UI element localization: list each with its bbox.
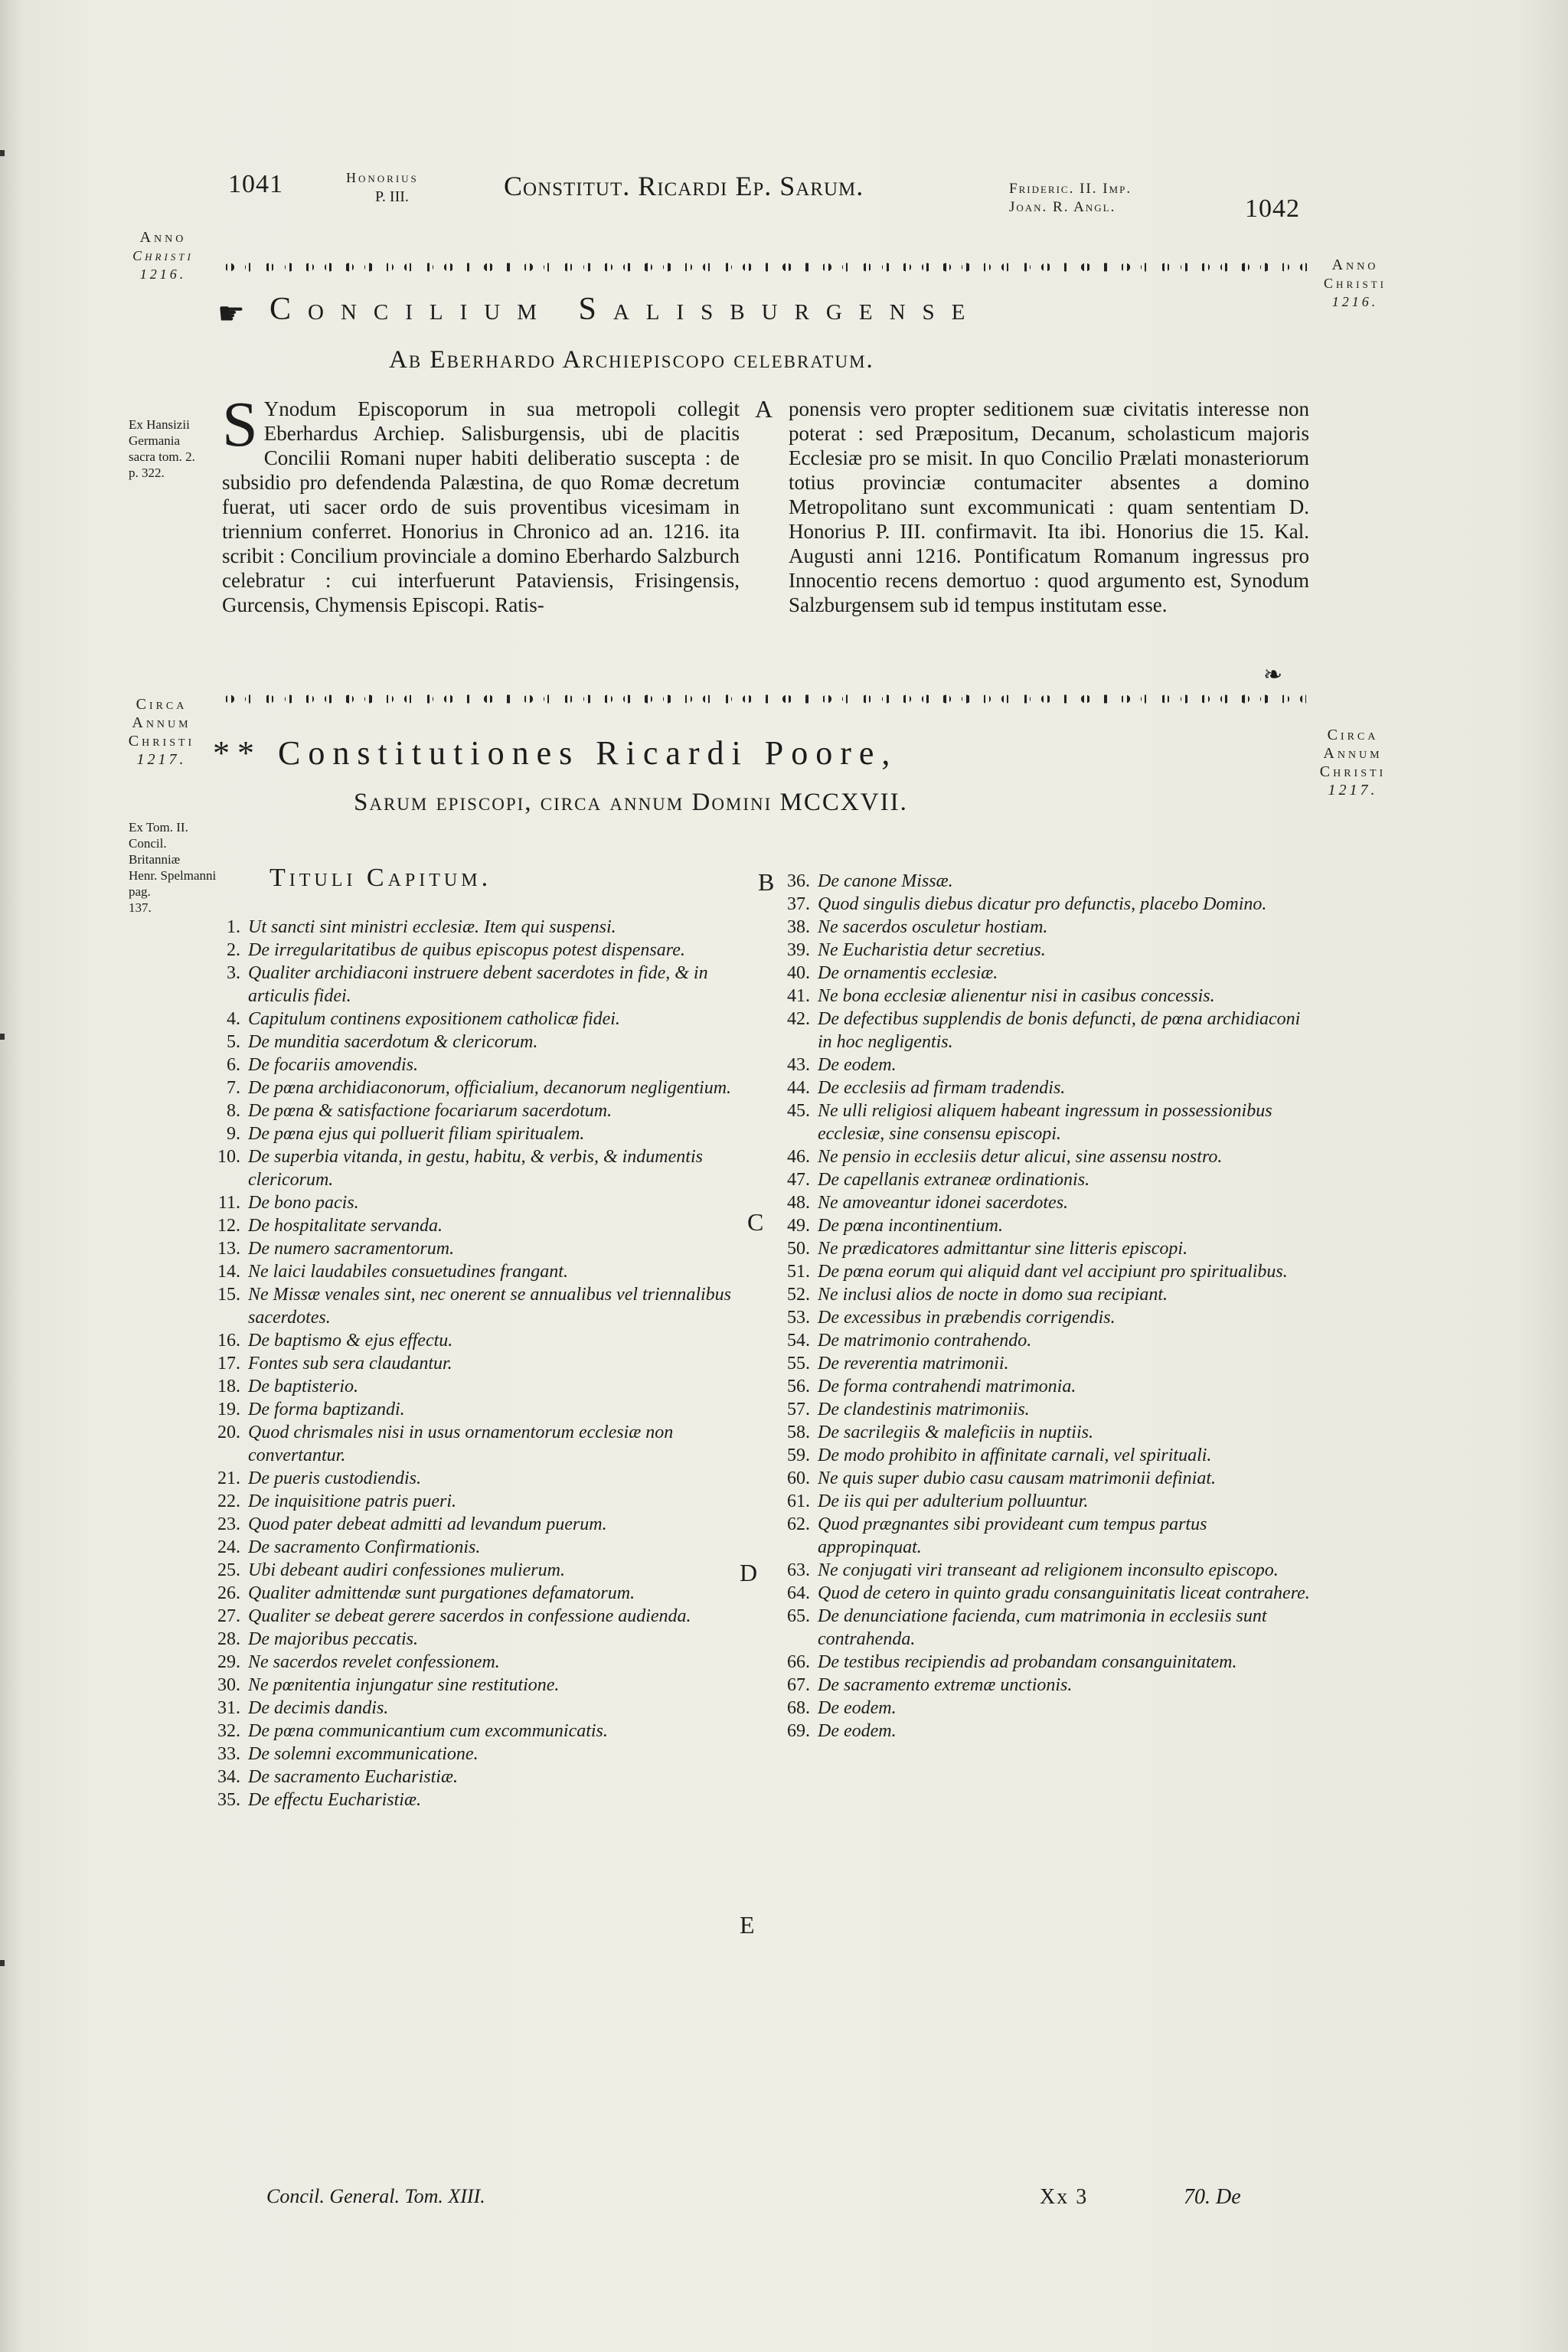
toc-entry-title: Fontes sub sera claudantur. (248, 1354, 452, 1374)
toc-entry-title: Ne sacerdos osculetur hostiam. (818, 917, 1048, 937)
toc-entry (198, 1237, 749, 1260)
page-number-right: 1042 (1245, 194, 1300, 223)
toc-entry-title: De testibus recipiendis ad probandam consanguinitatem. (818, 1652, 1237, 1672)
toc-entry-title: De sacrilegiis & maleficiis in nuptiis. (818, 1423, 1093, 1442)
toc-entry-number: 40. (787, 963, 810, 983)
toc-entry-number: 6. (227, 1055, 240, 1075)
toc-entry-number: 49. (787, 1216, 810, 1236)
toc-entry-title: Ne sacerdos revelet confessionem. (248, 1652, 500, 1672)
toc-entry-number: 5. (227, 1032, 240, 1052)
source-note-spelman (129, 819, 220, 916)
toc-heading: Tituli Capitum. (270, 864, 492, 892)
source-note-line: sacra tom. 2. (129, 449, 195, 464)
year-label: Christi (132, 248, 194, 263)
toc-entry-title: De pœna archidiaconorum, officialium, decanorum negligentium. (248, 1078, 732, 1098)
toc-entry-number: 24. (217, 1537, 240, 1557)
toc-entry-number: 35. (217, 1790, 240, 1810)
source-note-line: Ex Hansizii (129, 417, 190, 432)
footer-catchword: 70. De (1184, 2185, 1241, 2209)
hand-pointer-icon: ☛ (217, 296, 245, 331)
toc-entry-number: 48. (787, 1193, 810, 1213)
toc-entry (767, 1283, 1311, 1306)
toc-entry-number: 42. (787, 1009, 810, 1029)
toc-entry (767, 1582, 1311, 1605)
toc-entry-title: De effectu Eucharistiæ. (248, 1790, 421, 1810)
toc-entry-title: De ornamentis ecclesiæ. (818, 963, 998, 983)
toc-entry-title: Quod pater debeat admitti ad levandum puerum. (248, 1514, 607, 1534)
toc-entry (198, 1122, 749, 1145)
toc-entry-number: 27. (217, 1606, 240, 1626)
toc-entry (198, 1467, 749, 1490)
toc-entry-title: De eodem. (818, 1055, 897, 1075)
toc-entry-title: De bono pacis. (248, 1193, 359, 1213)
council-title: Concilium Salisburgense (270, 292, 982, 327)
ornamental-rule (220, 689, 1306, 709)
toc-entry-number: 36. (787, 871, 810, 891)
binding-mark (0, 1960, 5, 1966)
toc-entry-title: Ne pœnitentia injungatur sine restitutione. (248, 1675, 560, 1695)
council-text-left (222, 389, 740, 617)
toc-entry-number: 17. (217, 1354, 240, 1374)
toc-entry-number: 1. (227, 917, 240, 937)
toc-entry (767, 1444, 1311, 1467)
toc-entry-number: 9. (227, 1124, 240, 1144)
toc-entry (767, 1191, 1311, 1214)
year-value: 1217. (136, 751, 187, 768)
toc-entry (198, 1076, 749, 1099)
flourish-icon: ❧ (1263, 662, 1283, 688)
toc-entry (767, 1214, 1311, 1237)
toc-entry-number: 15. (217, 1285, 240, 1305)
toc-entry (767, 1099, 1311, 1145)
toc-entry-number: 12. (217, 1216, 240, 1236)
toc-entry-title: Ne conjugati viri transeant ad religionem inconsulto episcopo. (818, 1560, 1279, 1580)
toc-entry-number: 18. (217, 1377, 240, 1396)
year-value: 1216. (1331, 294, 1379, 309)
toc-entry (198, 1697, 749, 1720)
toc-entry (767, 1605, 1311, 1651)
toc-entry-title: Ne amoveantur idonei sacerdotes. (818, 1193, 1069, 1213)
toc-entry-title: De superbia vitanda, in gestu, habitu, & verbis, & indumentis clericorum. (248, 1147, 703, 1190)
toc-entry-title: De ecclesiis ad firmam tradendis. (818, 1078, 1066, 1098)
source-note-line: p. 322. (129, 466, 165, 480)
toc-entry-title: Quod prægnantes sibi provideant cum tempus partus appropinquat. (818, 1514, 1207, 1557)
footer-volume: Concil. General. Tom. XIII. (266, 2185, 485, 2207)
binding-mark (0, 1034, 5, 1040)
toc-entry-title: De modo prohibito in affinitate carnali, vel spirituali. (818, 1446, 1212, 1465)
source-note-line: Britanniæ (129, 852, 181, 867)
toc-entry-number: 59. (787, 1446, 810, 1465)
toc-entry-number: 19. (217, 1400, 240, 1419)
toc-entry (198, 1788, 749, 1811)
toc-entry (198, 939, 749, 962)
toc-entry-number: 26. (217, 1583, 240, 1603)
toc-entry-title: De hospitalitate servanda. (248, 1216, 443, 1236)
toc-entry (198, 1628, 749, 1651)
toc-entry-number: 3. (227, 963, 240, 983)
toc-entry-number: 43. (787, 1055, 810, 1075)
toc-entry-title: De denunciatione facienda, cum matrimonia in ecclesiis sunt contrahenda. (818, 1606, 1267, 1649)
toc-entry-number: 14. (217, 1262, 240, 1282)
toc-entry (198, 1674, 749, 1697)
toc-entry-title: De pœna communicantium cum excommunicatis. (248, 1721, 608, 1741)
toc-entry (198, 962, 749, 1008)
toc-entry-title: Qualiter admittendæ sunt purgationes defamatorum. (248, 1583, 635, 1603)
toc-entry-title: Quod singulis diebus dicatur pro defunctis, placebo Domino. (818, 894, 1267, 914)
toc-entry-number: 20. (217, 1423, 240, 1442)
source-note-line: Ex Tom. II. (129, 820, 188, 835)
toc-entry (767, 1651, 1311, 1674)
toc-entry-number: 57. (787, 1400, 810, 1419)
toc-entry (198, 1191, 749, 1214)
toc-entry (767, 870, 1311, 893)
toc-entry (767, 1306, 1311, 1329)
toc-entry (767, 1054, 1311, 1076)
source-note-line: 137. (129, 900, 152, 915)
toc-entry (767, 985, 1311, 1008)
toc-entry (767, 1145, 1311, 1168)
year-margin-left-mid (119, 695, 204, 769)
toc-entry-title: De pueris custodiendis. (248, 1468, 421, 1488)
toc-entry-title: De focariis amovendis. (248, 1055, 418, 1075)
toc-entry (198, 1008, 749, 1031)
year-label: Christi (128, 733, 195, 750)
toc-entry (767, 1513, 1311, 1559)
toc-entry (767, 1674, 1311, 1697)
toc-entry-number: 10. (217, 1147, 240, 1167)
toc-entry-number: 45. (787, 1101, 810, 1121)
toc-entry-title: De matrimonio contrahendo. (818, 1331, 1032, 1351)
toc-entry-title: De irregularitatibus de quibus episcopus potest dispensare. (248, 940, 685, 960)
toc-entry-number: 32. (217, 1721, 240, 1741)
toc-entry-number: 16. (217, 1331, 240, 1351)
toc-entry-title: Quod chrismales nisi in usus ornamentorum ecclesiæ non convertantur. (248, 1423, 674, 1465)
toc-entry-number: 39. (787, 940, 810, 960)
toc-entry-title: De pœna & satisfactione focariarum sacerdotum. (248, 1101, 612, 1121)
toc-entry (767, 1237, 1311, 1260)
toc-entry (767, 1168, 1311, 1191)
toc-entry-number: 34. (217, 1767, 240, 1787)
toc-entry (767, 1467, 1311, 1490)
toc-entry-title: De majoribus peccatis. (248, 1629, 418, 1649)
year-value: 1216. (139, 266, 187, 282)
toc-entry-number: 60. (787, 1468, 810, 1488)
toc-entry-number: 65. (787, 1606, 810, 1626)
year-value: 1217. (1328, 782, 1378, 799)
toc-entry-number: 63. (787, 1560, 810, 1580)
toc-entry-title: De forma baptizandi. (248, 1400, 405, 1419)
toc-entry-number: 64. (787, 1583, 810, 1603)
margin-marker-a: A (755, 395, 773, 423)
toc-entry (767, 916, 1311, 939)
toc-entry-number: 67. (787, 1675, 810, 1695)
toc-entry-number: 31. (217, 1698, 240, 1718)
toc-entry-title: De capellanis extraneæ ordinationis. (818, 1170, 1090, 1190)
toc-entry-title: De reverentia matrimonii. (818, 1354, 1009, 1374)
toc-entry-title: De pœna incontinentium. (818, 1216, 1003, 1236)
constitutions-subtitle: Sarum episcopi, circa annum Domini MCCXVII. (354, 789, 908, 816)
toc-entry-title: Ne quis super dubio casu causam matrimonii definiat. (818, 1468, 1216, 1488)
toc-entry (198, 1329, 749, 1352)
toc-entry-title: Ubi debeant audiri confessiones mulierum. (248, 1560, 565, 1580)
toc-entry (767, 962, 1311, 985)
toc-entry (198, 1031, 749, 1054)
toc-entry-number: 66. (787, 1652, 810, 1672)
toc-entry-number: 22. (217, 1491, 240, 1511)
toc-entry-number: 62. (787, 1514, 810, 1534)
toc-entry-number: 41. (787, 986, 810, 1006)
toc-entry-number: 56. (787, 1377, 810, 1396)
toc-entry (198, 1145, 749, 1191)
toc-entry (198, 1536, 749, 1559)
toc-entry-number: 4. (227, 1009, 240, 1029)
toc-entry-number: 7. (227, 1078, 240, 1098)
toc-entry (198, 1375, 749, 1398)
toc-entry-number: 29. (217, 1652, 240, 1672)
toc-entry (198, 1214, 749, 1237)
toc-entry-number: 25. (217, 1560, 240, 1580)
margin-marker-d: D (740, 1559, 758, 1586)
council-paragraph-right: ponensis vero propter seditionem suæ civitatis interesse non poterat : sed Præpositum, Decanum, scholasticum majoris Ecclesiæ pro se misit. In quo Concilio Prælati monasteriorum totius provinciæ contumaciter absentes a domino Metropolitano sunt excommunicati : quam sententiam D. Honorius P. III. confirmavit. Ita ibi. Honorius die 15. Kal. Augusti anni 1216. Pontificatum Romanum ingressus pro Innocentio recens demortuo : quod argumento est, Synodum Salzburgensem sub id tempus institutam esse. (789, 397, 1309, 616)
toc-entry-number: 38. (787, 917, 810, 937)
toc-entry-title: De numero sacramentorum. (248, 1239, 455, 1259)
toc-entry-title: Ne laici laudabiles consuetudines frangant. (248, 1262, 568, 1282)
year-label: Circa (1327, 727, 1379, 743)
toc-entry-title: Qualiter se debeat gerere sacerdos in confessione audienda. (248, 1606, 691, 1626)
toc-entry-title: Ut sancti sint ministri ecclesiæ. Item qui suspensi. (248, 917, 616, 937)
toc-entry-number: 21. (217, 1468, 240, 1488)
toc-entry-title: De eodem. (818, 1721, 897, 1741)
footer-signature: Xx 3 (1040, 2185, 1089, 2209)
toc-entry (198, 1421, 749, 1467)
toc-entry-title: Ne prædicatores admittantur sine litteris episcopi. (818, 1239, 1188, 1259)
running-title: Constitut. Ricardi Ep. Sarum. (504, 171, 864, 201)
toc-entry-title: De canone Missæ. (818, 871, 953, 891)
source-note-line: Germania (129, 433, 181, 448)
ruler-king: Joan. R. Angl. (1009, 199, 1116, 215)
toc-entry-title: De decimis dandis. (248, 1698, 389, 1718)
toc-entry-title: Quod de cetero in quinto gradu consanguinitatis liceat contrahere. (818, 1583, 1310, 1603)
toc-entry-number: 2. (227, 940, 240, 960)
ornamental-rule (220, 257, 1309, 277)
council-text-right (789, 397, 1309, 617)
toc-entry (767, 893, 1311, 916)
year-label: Annum (1323, 745, 1383, 762)
toc-entry (767, 1720, 1311, 1743)
constitutions-title: ** Constitutiones Ricardi Poore, (213, 734, 898, 772)
toc-entry (198, 1605, 749, 1628)
toc-entry-title: Capitulum continens expositionem catholicæ fidei. (248, 1009, 620, 1029)
year-label: Circa (136, 696, 188, 713)
year-label: Christi (1319, 763, 1387, 780)
toc-entry-title: De defectibus supplendis de bonis defuncti, de pœna archidiaconi in hoc negligentis. (818, 1009, 1301, 1052)
toc-entry-title: De solemni excommunicatione. (248, 1744, 479, 1764)
toc-list-left (198, 916, 749, 1811)
toc-entry-title: De eodem. (818, 1698, 897, 1718)
toc-entry-title: Ne inclusi alios de nocte in domo sua recipiant. (818, 1285, 1168, 1305)
toc-entry-number: 37. (787, 894, 810, 914)
toc-entry-title: De pœna eorum qui aliquid dant vel accipiunt pro spiritualibus. (818, 1262, 1288, 1282)
toc-entry-number: 51. (787, 1262, 810, 1282)
toc-entry-number: 52. (787, 1285, 810, 1305)
toc-entry-number: 28. (217, 1629, 240, 1649)
toc-entry (767, 1260, 1311, 1283)
year-label: Christi (1324, 276, 1387, 291)
toc-entry (198, 916, 749, 939)
margin-marker-b: B (758, 868, 775, 896)
year-label: Annum (132, 714, 191, 731)
toc-entry-title: Qualiter archidiaconi instruere debent sacerdotes in fide, & in articulis fidei. (248, 963, 708, 1006)
toc-entry-title: Ne Missæ venales sint, nec onerent se annualibus vel triennalibus sacerdotes. (248, 1285, 732, 1328)
toc-entry-number: 54. (787, 1331, 810, 1351)
toc-entry (198, 1766, 749, 1788)
toc-entry-number: 68. (787, 1698, 810, 1718)
toc-entry-title: De munditia sacerdotum & clericorum. (248, 1032, 538, 1052)
toc-entry (198, 1099, 749, 1122)
toc-entry (767, 1329, 1311, 1352)
toc-entry (767, 1008, 1311, 1054)
toc-entry-number: 8. (227, 1101, 240, 1121)
toc-entry-number: 69. (787, 1721, 810, 1741)
toc-entry-number: 46. (787, 1147, 810, 1167)
toc-entry (198, 1720, 749, 1743)
toc-entry (198, 1490, 749, 1513)
toc-entry (198, 1651, 749, 1674)
toc-entry-number: 11. (217, 1193, 240, 1213)
toc-entry (198, 1513, 749, 1536)
toc-entry (767, 1352, 1311, 1375)
toc-entry (198, 1054, 749, 1076)
margin-marker-e: E (740, 1911, 755, 1939)
council-paragraph-left: Ynodum Episcoporum in sua metropoli collegit Eberhardus Archiep. Salisburgensis, ubi de placitis Concilii Romani nuper habiti deliberatio suscepta : de subsidio pro defendenda Palæstina, de quo Romæ decretum fuerat, uti sacer ordo de suis proventibus vicesimam in triennium conferret. Honorius in Chronico ad an. 1216. ita scribit : Concilium provinciale a domino Eberhardo Salzburch celebratur : cui interfuerunt Pataviensis, Frisingensis, Gurcensis, Chymensis Episcopi. Ratis- (222, 397, 740, 616)
toc-entry (198, 1260, 749, 1283)
council-subtitle: Ab Eberhardo Archiepiscopo celebratum. (389, 346, 874, 374)
pope-name: Honorius (346, 170, 419, 185)
year-label: Anno (1331, 256, 1379, 273)
toc-list-right (767, 870, 1311, 1743)
toc-entry-title: De sacramento extremæ unctionis. (818, 1675, 1073, 1695)
year-label: Anno (139, 229, 187, 246)
toc-entry-title: De iis qui per adulterium polluuntur. (818, 1491, 1089, 1511)
toc-entry (767, 1076, 1311, 1099)
toc-entry-number: 47. (787, 1170, 810, 1190)
page-number-left: 1041 (228, 170, 283, 198)
toc-entry (767, 1375, 1311, 1398)
toc-entry (767, 1398, 1311, 1421)
toc-entry-title: De inquisitione patris pueri. (248, 1491, 456, 1511)
toc-entry (198, 1559, 749, 1582)
year-margin-right-top (1317, 256, 1393, 311)
drop-cap: S (222, 389, 258, 460)
toc-entry-title: De baptisterio. (248, 1377, 358, 1396)
toc-entry-title: De pœna ejus qui polluerit filiam spiritualem. (248, 1124, 585, 1144)
margin-marker-c: C (747, 1208, 764, 1236)
toc-entry-title: De sacramento Eucharistiæ. (248, 1767, 458, 1787)
binding-mark (0, 150, 5, 156)
toc-entry (198, 1283, 749, 1329)
toc-entry (198, 1398, 749, 1421)
toc-entry-number: 55. (787, 1354, 810, 1374)
toc-entry (767, 1421, 1311, 1444)
toc-entry-title: Ne pensio in ecclesiis detur alicui, sine assensu nostro. (818, 1147, 1223, 1167)
toc-entry-number: 58. (787, 1423, 810, 1442)
toc-entry-title: De forma contrahendi matrimonia. (818, 1377, 1076, 1396)
toc-entry-title: Ne ulli religiosi aliquem habeant ingressum in possessionibus ecclesiæ, sine consensu episcopi. (818, 1101, 1272, 1144)
toc-entry (767, 939, 1311, 962)
toc-entry (198, 1352, 749, 1375)
toc-entry-title: De excessibus in præbendis corrigendis. (818, 1308, 1116, 1328)
toc-entry (767, 1490, 1311, 1513)
ruler-emperor: Frideric. II. Imp. (1009, 181, 1132, 197)
year-margin-right-mid (1311, 726, 1395, 799)
source-note-line: Henr. Spelmanni pag. (129, 868, 217, 899)
toc-entry-number: 13. (217, 1239, 240, 1259)
source-note-line: Concil. (129, 836, 167, 851)
toc-entry-number: 23. (217, 1514, 240, 1534)
toc-entry-number: 53. (787, 1308, 810, 1328)
year-margin-left-top (129, 228, 198, 283)
toc-entry-title: Ne Eucharistia detur secretius. (818, 940, 1046, 960)
toc-entry-number: 30. (217, 1675, 240, 1695)
pope-number: P. III. (375, 188, 409, 205)
toc-entry-title: De clandestinis matrimoniis. (818, 1400, 1030, 1419)
toc-entry (198, 1743, 749, 1766)
toc-entry-title: Ne bona ecclesiæ alienentur nisi in casibus concessis. (818, 986, 1215, 1006)
toc-entry (767, 1559, 1311, 1582)
source-note-hansiz (129, 416, 217, 481)
toc-entry-number: 44. (787, 1078, 810, 1098)
toc-entry-title: De sacramento Confirmationis. (248, 1537, 481, 1557)
toc-entry-number: 61. (787, 1491, 810, 1511)
toc-entry-number: 50. (787, 1239, 810, 1259)
toc-entry-title: De baptismo & ejus effectu. (248, 1331, 453, 1351)
toc-entry (767, 1697, 1311, 1720)
toc-entry-number: 33. (217, 1744, 240, 1764)
toc-entry (198, 1582, 749, 1605)
